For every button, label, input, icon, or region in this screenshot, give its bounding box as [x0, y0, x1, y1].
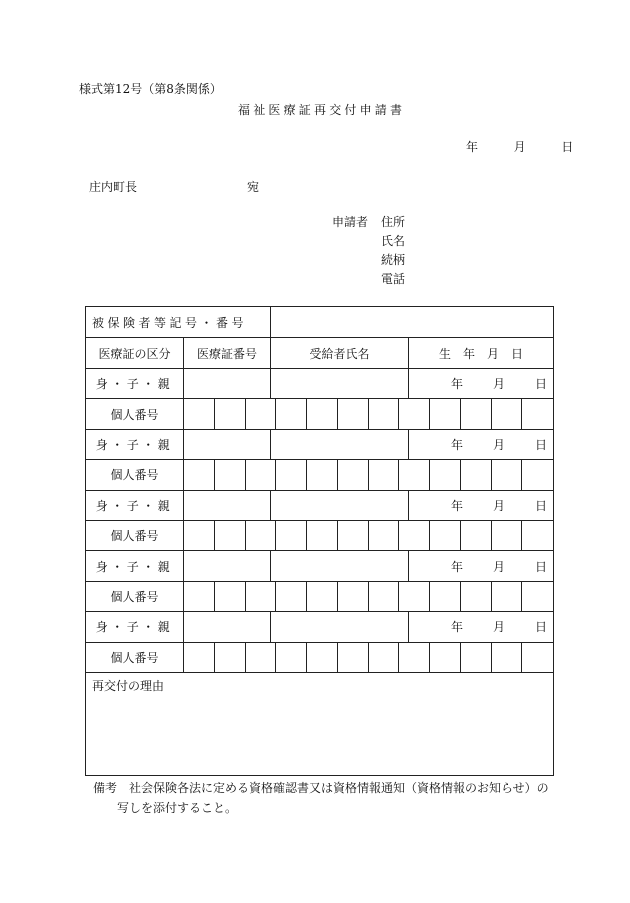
personal-number-digit-box[interactable]	[276, 399, 307, 429]
personal-number-digit-box[interactable]	[338, 460, 369, 490]
applicant-label: 申請者	[332, 215, 369, 229]
personal-number-digit-box[interactable]	[399, 643, 430, 673]
birth-date-field[interactable]	[409, 491, 553, 521]
cert-number-field[interactable]	[184, 612, 271, 642]
recipient-name-header: 受給者氏名	[271, 338, 409, 369]
personal-number-digit-box[interactable]	[246, 643, 277, 673]
application-date	[466, 138, 573, 155]
personal-number-digit-box[interactable]	[307, 582, 338, 612]
personal-number-digit-box[interactable]	[399, 460, 430, 490]
birth-date-field[interactable]	[409, 369, 553, 399]
birth-day-label: 日	[534, 559, 547, 574]
recipient-name-field[interactable]	[271, 612, 409, 642]
personal-number-digit-box[interactable]	[399, 521, 430, 551]
birth-month-label: 月	[492, 498, 505, 513]
addressee-suffix: 宛	[247, 180, 260, 194]
personal-number-digit-box[interactable]	[399, 399, 430, 429]
recipient-type-label: 身・子・親	[86, 369, 184, 399]
personal-number-digit-box[interactable]	[461, 582, 492, 612]
notes-line-2: 写しを添付すること。	[117, 801, 238, 815]
personal-number-digit-box[interactable]	[461, 399, 492, 429]
personal-number-digit-box[interactable]	[430, 460, 461, 490]
personal-number-digit-box[interactable]	[430, 521, 461, 551]
personal-number-digit-box[interactable]	[338, 521, 369, 551]
birth-month-label: 月	[492, 620, 505, 635]
reissue-reason-section[interactable]	[86, 673, 553, 775]
applicant-address-label: 住所	[381, 215, 406, 229]
recipient-name-field[interactable]	[271, 551, 409, 581]
personal-number-digit-box[interactable]	[492, 521, 523, 551]
personal-number-digit-box[interactable]	[215, 643, 246, 673]
birth-day-label: 日	[534, 620, 547, 635]
recipient-name-field[interactable]	[271, 491, 409, 521]
applicant-name-label: 氏名	[381, 234, 406, 248]
personal-number-digit-box[interactable]	[276, 643, 307, 673]
personal-number-digit-box[interactable]	[522, 521, 553, 551]
personal-number-digit-box[interactable]	[215, 521, 246, 551]
personal-number-label: 個人番号	[86, 460, 184, 490]
personal-number-digit-box[interactable]	[492, 643, 523, 673]
birth-date-field[interactable]	[409, 430, 553, 460]
personal-number-digit-box[interactable]	[369, 582, 400, 612]
personal-number-digit-box[interactable]	[246, 582, 277, 612]
personal-number-digit-box[interactable]	[461, 521, 492, 551]
personal-number-digit-box[interactable]	[215, 399, 246, 429]
applicant-phone-label: 電話	[381, 272, 406, 286]
cert-number-header: 医療証番号	[184, 338, 271, 369]
birth-year-label: 年	[450, 498, 463, 513]
birth-date-field[interactable]	[409, 551, 553, 581]
cert-number-field[interactable]	[184, 551, 271, 581]
personal-number-digit-box[interactable]	[369, 460, 400, 490]
personal-number-digit-box[interactable]	[184, 521, 215, 551]
personal-number-label: 個人番号	[86, 643, 184, 673]
personal-number-digit-box[interactable]	[246, 399, 277, 429]
birth-year-label: 年	[450, 437, 463, 452]
personal-number-digit-box[interactable]	[522, 399, 553, 429]
personal-number-label: 個人番号	[86, 582, 184, 612]
birth-year-label: 年	[450, 559, 463, 574]
notes-label: 備考	[93, 781, 118, 795]
birth-month-label: 月	[492, 559, 505, 574]
personal-number-digit-box[interactable]	[215, 582, 246, 612]
personal-number-digit-box[interactable]	[522, 460, 553, 490]
personal-number-digit-box[interactable]	[338, 643, 369, 673]
personal-number-digit-box[interactable]	[522, 643, 553, 673]
applicant-relationship-label: 続柄	[381, 253, 406, 267]
cert-number-field[interactable]	[184, 369, 271, 399]
insured-number-field[interactable]	[271, 307, 553, 338]
birth-day-label: 日	[534, 498, 547, 513]
personal-number-digit-box[interactable]	[492, 582, 523, 612]
personal-number-digit-box[interactable]	[461, 460, 492, 490]
personal-number-digit-box[interactable]	[276, 521, 307, 551]
personal-number-digit-box[interactable]	[307, 460, 338, 490]
personal-number-digit-box[interactable]	[276, 582, 307, 612]
birth-day-label: 日	[534, 437, 547, 452]
personal-number-digit-box[interactable]	[184, 582, 215, 612]
personal-number-digit-box[interactable]	[307, 521, 338, 551]
birth-year-label: 年	[450, 620, 463, 635]
personal-number-digit-box[interactable]	[246, 460, 277, 490]
birth-month-label: 月	[492, 377, 505, 392]
insured-number-label: 被保険者等記号・番号	[86, 307, 271, 338]
cert-number-field[interactable]	[184, 491, 271, 521]
addressee-name: 庄内町長	[89, 180, 138, 194]
personal-number-label: 個人番号	[86, 521, 184, 551]
personal-number-digit-box[interactable]	[184, 460, 215, 490]
recipient-name-field[interactable]	[271, 369, 409, 399]
personal-number-digit-box[interactable]	[430, 643, 461, 673]
personal-number-digit-box[interactable]	[492, 399, 523, 429]
notes	[93, 778, 549, 818]
recipient-type-label: 身・子・親	[86, 430, 184, 460]
cert-number-field[interactable]	[184, 430, 271, 460]
personal-number-digit-box[interactable]	[184, 399, 215, 429]
personal-number-digit-box[interactable]	[492, 460, 523, 490]
recipient-type-label: 身・子・親	[86, 612, 184, 642]
personal-number-digit-box[interactable]	[307, 643, 338, 673]
personal-number-digit-box[interactable]	[461, 643, 492, 673]
personal-number-digit-box[interactable]	[369, 399, 400, 429]
form-number: 様式第12号（第8条関係）	[79, 82, 222, 96]
application-table	[85, 306, 554, 776]
recipient-type-label: 身・子・親	[86, 551, 184, 581]
birth-date-field[interactable]	[409, 612, 553, 642]
personal-number-digit-box[interactable]	[338, 399, 369, 429]
personal-number-digit-box[interactable]	[246, 521, 277, 551]
birth-day-label: 日	[534, 377, 547, 392]
personal-number-digit-box[interactable]	[430, 399, 461, 429]
date-day-label: 日	[561, 140, 574, 154]
personal-number-digit-box[interactable]	[430, 582, 461, 612]
personal-number-digit-box[interactable]	[307, 399, 338, 429]
birth-date-header: 生 年 月 日	[409, 338, 553, 369]
personal-number-digit-box[interactable]	[522, 582, 553, 612]
notes-line-1: 社会保険各法に定める資格確認書又は資格情報通知（資格情報のお知らせ）の	[129, 781, 549, 795]
personal-number-label: 個人番号	[86, 399, 184, 429]
recipient-name-field[interactable]	[271, 430, 409, 460]
personal-number-digit-box[interactable]	[369, 521, 400, 551]
form-title: 福祉医療証再交付申請書	[238, 103, 406, 117]
birth-year-label: 年	[450, 377, 463, 392]
date-year-label: 年	[466, 140, 479, 154]
personal-number-digit-box[interactable]	[184, 643, 215, 673]
addressee	[89, 178, 260, 195]
category-header: 医療証の区分	[86, 338, 184, 369]
date-month-label: 月	[513, 140, 526, 154]
personal-number-digit-box[interactable]	[276, 460, 307, 490]
birth-month-label: 月	[492, 437, 505, 452]
reissue-reason-label: 再交付の理由	[92, 679, 165, 693]
recipient-type-label: 身・子・親	[86, 491, 184, 521]
personal-number-digit-box[interactable]	[215, 460, 246, 490]
personal-number-digit-box[interactable]	[399, 582, 430, 612]
personal-number-digit-box[interactable]	[369, 643, 400, 673]
personal-number-digit-box[interactable]	[338, 582, 369, 612]
